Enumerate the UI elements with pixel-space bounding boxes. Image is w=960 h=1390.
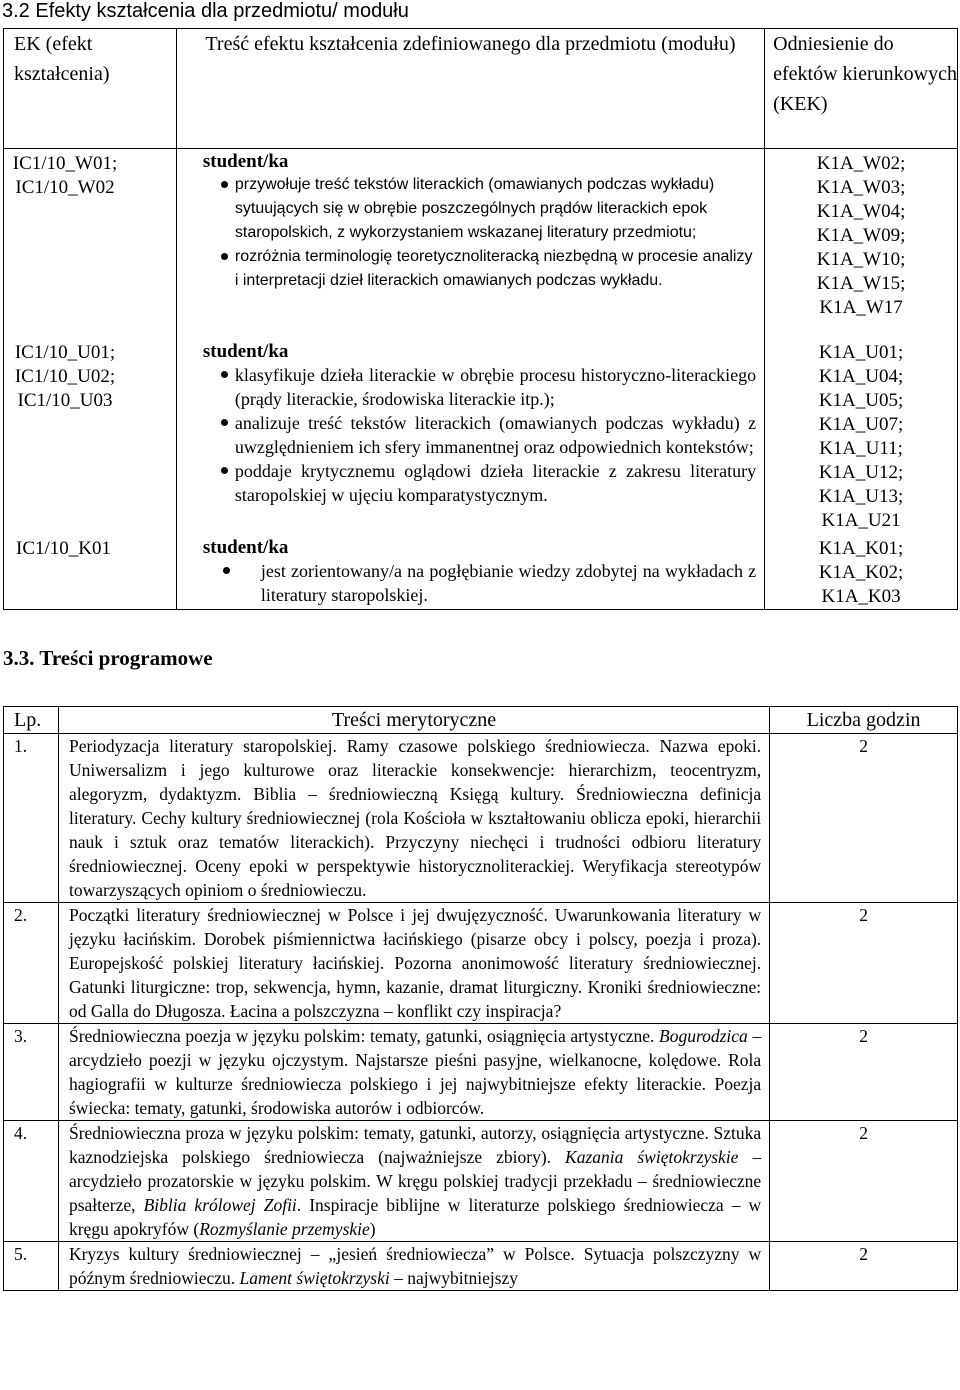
header-ek: EK (efekt kształcenia)	[4, 29, 177, 149]
bullet-icon	[221, 467, 228, 474]
row-number: 1.	[4, 734, 59, 903]
student-label: student/ka	[202, 341, 289, 362]
kek-codes: K1A_U01; K1A_U04; K1A_U05; K1A_U07; K1A_U11; K1A_U12; K1A_U13; K1A_U21	[818, 342, 904, 531]
row-content: Kryzys kultury średniowiecznej – „jesień średniowiecza” w Polsce. Sytuacja polszczyzny w późnym średniowieczu. Lament świętokrzyski – najwybitniejszy	[58, 1242, 769, 1291]
bullet-icon	[221, 181, 228, 188]
list-item: przywołuje treść tekstów literackich (omawianych podczas wykładu) sytuujących się w obrębie poszczególnych prądów literackich epok staropolskich, z wykorzystaniem wskazanej literatury przedmiotu;	[177, 173, 764, 245]
table-row	[4, 149, 958, 342]
row-number: 2.	[4, 903, 59, 1024]
student-label: student/ka	[202, 151, 289, 172]
row-hours: 2	[770, 903, 958, 1024]
section-title-effects: 3.2 Efekty kształcenia dla przedmiotu/ modułu	[2, 0, 409, 22]
row-content: Początki literatury średniowiecznej w Polsce i jej dwujęzyczność. Uwarunkowania literatury w języku łacińskim. Dorobek piśmiennictwa łacińskiego (pisarze obcy i polscy, poezja i proza). Europejskość polskiej literatury łacińskiej. Pozorna anonimowość literatury średniowiecznej. Gatunki liturgiczne: trop, sekwencja, hymn, kazanie, dramat liturgiczny. Kroniki średniowieczne: od Galla do Długosza. Łacina a polszczyzna – konflikt czy inspiracja?	[58, 903, 769, 1024]
row-hours: 2	[770, 1242, 958, 1291]
row-content: Średniowieczna proza w języku polskim: tematy, gatunki, autorzy, osiągnięcia artystyczne. Sztuka kaznodziejska polskiego średniowiecza (najważniejsze zbiory). Kazania świętokrzyskie – arcydzieło prozatorskie w języku polskim. W kręgu polskiej tradycji przekładu – średniowieczne psałterze, Biblia królowej Zofii. Inspiracje biblijne w literaturze polskiego średniowiecza – w kręgu apokryfów (Rozmyślanie przemyskie)	[58, 1121, 769, 1242]
table-row	[4, 1024, 958, 1121]
student-label: student/ka	[202, 537, 289, 558]
table-row	[4, 903, 958, 1024]
bullet-icon	[221, 371, 228, 378]
row-number: 3.	[4, 1024, 59, 1121]
list-item: klasyfikuje dzieła literackie w obrębie procesu historyczno-literackiego (prądy literackie, środowiska literackie itp.);	[177, 363, 764, 411]
list-item: analizuje treść tekstów literackich (omawianych podczas wykładu) z uwzględnieniem ich sfery immanentnej oraz odpowiednich kontekstów;	[177, 411, 764, 459]
list-item: poddaje krytycznemu oglądowi dzieła literackie z zakresu literatury staropolskiej w ujęciu komparatystycznym.	[177, 459, 764, 507]
header-kek: Odniesienie do efektów kierunkowych (KEK)	[765, 29, 958, 149]
ek-code: IC1/10_U01; IC1/10_U02; IC1/10_U03	[14, 342, 116, 411]
row-content: Periodyzacja literatury staropolskiej. Ramy czasowe polskiego średniowiecza. Nazwa epoki. Uniwersalizm i jego kulturowe oraz literackie konsekwencje: hierarchizm, teocentryzm, alegoryzm, dydaktyzm. Biblia – średniowieczną Księgą kultury. Średniowieczna definicja literatury. Cechy kultury średniowiecznej (rola Kościoła w kształtowaniu oblicza epoki, hierarchii nauk i sztuk oraz tematów literackich). Przyczyny niechęci i trudności odbioru literatury średniowiecznej. Oceny epoki w perspektywie historycznoliterackiej. Weryfikacja stereotypów towarzyszących opiniom o średniowieczu.	[58, 734, 769, 903]
table-row	[4, 1242, 958, 1291]
header-lp: Lp.	[4, 707, 59, 734]
table-row	[4, 1121, 958, 1242]
row-number: 4.	[4, 1121, 59, 1242]
list-item: rozróżnia terminologię teoretycznoliteracką niezbędną w procesie analizy i interpretacji dzieł literackich omawianych podczas wykładu.	[177, 245, 764, 293]
bullet-icon	[221, 419, 228, 426]
row-hours: 2	[770, 1121, 958, 1242]
table-row	[4, 734, 958, 903]
kek-codes: K1A_W02; K1A_W03; K1A_W04; K1A_W09; K1A_W10; K1A_W15; K1A_W17	[816, 153, 906, 318]
header-hours: Liczba godzin	[770, 707, 958, 734]
section-title-program: 3.3. Treści programowe	[3, 646, 213, 670]
row-number: 5.	[4, 1242, 59, 1291]
bullet-icon	[223, 567, 230, 574]
header-content: Treść efektu kształcenia zdefiniowanego dla przedmiotu (modułu)	[176, 29, 764, 149]
row-content: Średniowieczna poezja w języku polskim: tematy, gatunki, osiągnięcia artystyczne. Bogurodzica – arcydzieło poezji w języku ojczystym. Najstarsze pieśni pasyjne, wielkanocne, kolędowe. Rola hagiografii w kulturze średniowiecza polskiego i jej najwybitniejsze efekty literackie. Poezja świecka: tematy, gatunki, środowiska autorów i odbiorców.	[58, 1024, 769, 1121]
table-row	[4, 341, 958, 537]
header-content: Treści merytoryczne	[58, 707, 769, 734]
bullet-icon	[221, 253, 228, 260]
ek-code: IC1/10_K01	[16, 538, 111, 559]
learning-effects-table	[3, 28, 958, 610]
table-header-row	[4, 29, 958, 149]
table-header-row	[4, 707, 958, 734]
kek-codes: K1A_K01; K1A_K02; K1A_K03	[818, 538, 904, 607]
ek-code: IC1/10_W01; IC1/10_W02	[12, 153, 118, 198]
table-row	[4, 537, 958, 610]
row-hours: 2	[770, 734, 958, 903]
program-content-table	[3, 706, 958, 1291]
row-hours: 2	[770, 1024, 958, 1121]
list-item: jest zorientowany/a na pogłębianie wiedzy zdobytej na wykładach z literatury staropolskiej.	[177, 559, 764, 607]
